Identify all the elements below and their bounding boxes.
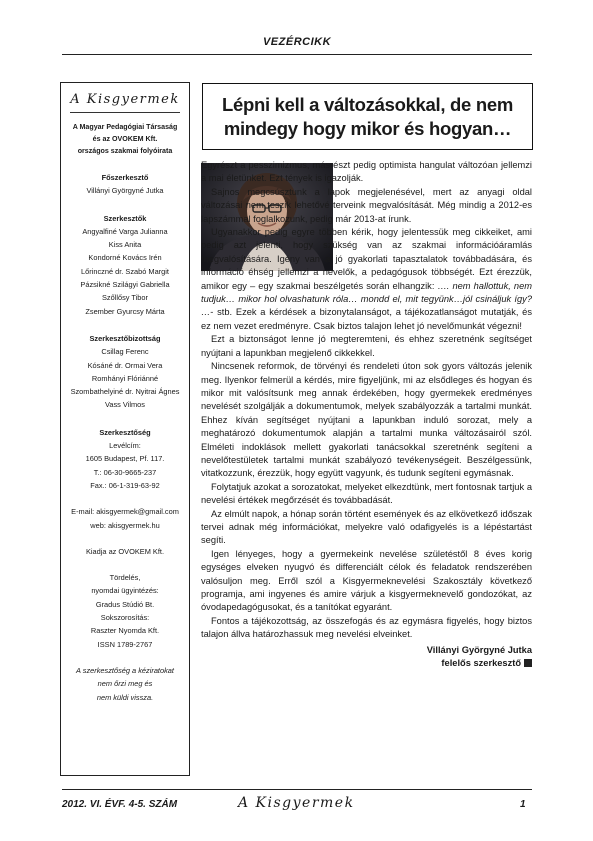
- spacer: [61, 651, 189, 664]
- print-line: Tördelés,: [109, 573, 141, 583]
- org-line: A Magyar Pedagógiai Társaság: [72, 123, 178, 131]
- article-title-line: mindegy hogy mikor és hogyan…: [223, 117, 512, 139]
- notice-line: A szerkesztőség a kéziratokat: [76, 665, 174, 675]
- office-heading: Szerkesztőség: [99, 427, 151, 437]
- article-paragraph: Egyrészt a pesszimizmus, másrészt pedig optimista hangulat változóan jellemzi a mai életünket. Ezt tények is igazolják.: [201, 160, 532, 184]
- editor-name: Kondorné Kovács Irén: [88, 253, 162, 263]
- signature-name: Villányi Györgyné Jutka: [426, 644, 532, 655]
- editor-name: Szőllősy Tibor: [101, 293, 148, 303]
- article-paragraph: Ezt a biztonságot lenne jó megteremteni, és ehhez szeretnénk segítséget nyújtani a lapunkban megjelenő cikkekkel.: [201, 334, 532, 358]
- article-paragraph: Fontos a tájékozottság, az összefogás és az egymásra figyelés, hogy biztos talajon állva határozhassuk meg nevelési elveinket.: [201, 615, 532, 640]
- chief-editor-heading: Főszerkesztő: [101, 173, 149, 182]
- editor-name: Pázsikné Szilágyi Gabriella: [80, 280, 170, 290]
- print-line: nyomdai ügyintézés:: [91, 586, 159, 596]
- editors-heading: Szerkesztők: [103, 213, 147, 223]
- article-paragraph: Folytatjuk azokat a sorozatokat, melyeket elkezdtünk, mert fontosnak tartjuk a nevelési értékek megőrzését és továbbadását.: [201, 481, 532, 506]
- editor-name: Lőrinczné dr. Szabó Margit: [81, 266, 169, 276]
- board-heading: Szerkesztőbizottság: [89, 333, 161, 343]
- article-paragraph: Nincsenek reformok, de törvényi és rendeleti úton sok gyors változás jelenik meg. Ilyenkor felmerül a kérdés, mire figyeljünk, mi az elsődleges és hogyan és mikor mit valósítsunk meg annak érdekében, hogy gyermekek eredményes nevelését szolgálják a dokumentumok, melyek szabályozzák a tartalmi munkát. Ehhez kíván segítséget nyújtani a lapunkban induló sorozat, mely a meghatározó dokumentumok alapján a tartalmi munka változásairól szól. Elméleti indoklások mellett gyakorlati tanácsokkal szeretnénk segíteni a nevelőtestületek tartalmi munkát szabályozó tevékenységeit. Beszélgessünk, vitatkozzunk, érezzük, hogy együtt vagyunk, és tudunk segíteni egymásnak.: [201, 361, 532, 479]
- print-line: Raszter Nyomda Kft.: [90, 626, 160, 636]
- masthead-logo: A Kisgyermek: [70, 92, 180, 107]
- print-line: ISSN 1789-2767: [97, 639, 153, 649]
- editor-name: Angyalfiné Varga Julianna: [82, 226, 168, 236]
- article-quote: …. nem hallottuk, nem tudjuk… mikor hol olvashatunk róla… mondd el, mit tegyünk…jól csináljuk így? …: [201, 280, 532, 318]
- article-body: [201, 159, 532, 670]
- office-line: T.: 06-30-9665-237: [93, 467, 157, 477]
- masthead-logo-rule: [70, 112, 180, 113]
- board-member: Csillag Ferenc: [101, 347, 149, 357]
- email-line: E-mail: akisgyermek@gmail.com: [71, 507, 179, 517]
- spacer: [61, 558, 189, 571]
- web-line: web: akisgyermek.hu: [90, 520, 160, 530]
- article-paragraph: Az elmúlt napok, a hónap során történt események és az elkövetkező időszak tervei adnak még információkat, melyekre való odafigyelés is a lépéstartást segíti.: [201, 508, 532, 546]
- publisher-line: Kiadja az OVOKEM Kft.: [85, 546, 165, 556]
- office-line: Fax.: 06-1-319-63-92: [90, 480, 160, 490]
- board-member: Szombathelyiné dr. Nyitrai Ágnes: [70, 387, 180, 397]
- office-line: Levélcím:: [109, 441, 141, 451]
- print-line: Sokszorosítás:: [100, 613, 150, 623]
- footer-rule: [62, 789, 532, 790]
- editor-name: Kiss Anita: [108, 240, 142, 250]
- board-member: Vass Vilmos: [105, 400, 145, 410]
- article-title: [222, 93, 513, 141]
- editor-name: Zsember Gyurcsy Márta: [85, 306, 165, 316]
- notice-line: nem küldi vissza.: [96, 692, 154, 702]
- article-title-line: Lépni kell a változásokkal, de nem: [221, 93, 514, 115]
- spacer: [61, 492, 189, 505]
- issue-info: 2012. VI. ÉVF. 4-5. SZÁM: [62, 799, 178, 810]
- header-rule: [62, 54, 532, 55]
- print-line: Gradus Stúdió Bt.: [95, 599, 155, 609]
- article-paragraph: Sajnos megcsúsztunk a lapok megjelenésével, mert az anyagi oldal változásai nem teszik lehetővé terveink megvalósítását. Még mindig a 2012-es lapszámmal foglalkozunk, pedig már 2013-at írunk.: [201, 186, 532, 224]
- signature: [201, 644, 532, 671]
- footer-logo: A Kisgyermek: [238, 795, 355, 811]
- org-line: országos szakmai folyóirata: [77, 147, 173, 155]
- article-paragraph: [201, 226, 532, 333]
- office-line: 1605 Budapest, Pf. 117.: [85, 454, 165, 464]
- section-header: VEZÉRCIKK: [262, 36, 332, 48]
- spacer: [61, 532, 189, 545]
- board-member: Kósáné dr. Ormai Vera: [87, 360, 163, 370]
- article-text: - stb. Ezek a kérdések a bizonytalanságot, a tájékozatlanságot mutatják, és ez nem vezet eredményre. Csak biztos talajon lehet jó nevelőmunkát végezni!: [201, 307, 532, 331]
- article-paragraph: Igen lényeges, hogy a gyermekeink nevelése születéstől 8 éves korig egységes elveken nyugvó és differenciált célok és feladatok rendszerében valósuljon meg. Erről szól a Kisgyermeknevelési Szakosztály következő programja, ami ingyenes és amire várjuk a kisgyermeknevelő gondozókat, az óvodapedagógusokat, és a tanítókat egyaránt.: [201, 548, 532, 613]
- article-text: Ugyanakkor pedig egyre többen kérik, hogy jelentessük meg cikkeiket, ami pedig azt jelenti, hogy szükség van az szakmai információáramlás megvalósítására. Igény van a jó gyakorlati tapasztalatok továbbadására, és információ éhség jellemzi a nevelők, a pedagógusok többségét. Ezt érezzük, amikor egy – egy szakmai beszélgetés során elhangzik:: [201, 227, 532, 291]
- signature-role-line: [201, 657, 532, 670]
- notice-line: nem őrzi meg és: [97, 679, 153, 689]
- article-title-box: [202, 83, 533, 150]
- chief-editor-name: Villányi Györgyné Jutka: [86, 186, 164, 196]
- page-number: 1: [520, 799, 526, 810]
- end-mark-icon: [524, 659, 532, 667]
- org-line: és az OVOKEM Kft.: [92, 135, 158, 143]
- masthead-sidebar: [60, 82, 190, 776]
- masthead-org: [61, 121, 189, 157]
- board-member: Romhányi Flóriánné: [91, 373, 159, 383]
- signature-role: felelős szerkesztő: [441, 658, 521, 669]
